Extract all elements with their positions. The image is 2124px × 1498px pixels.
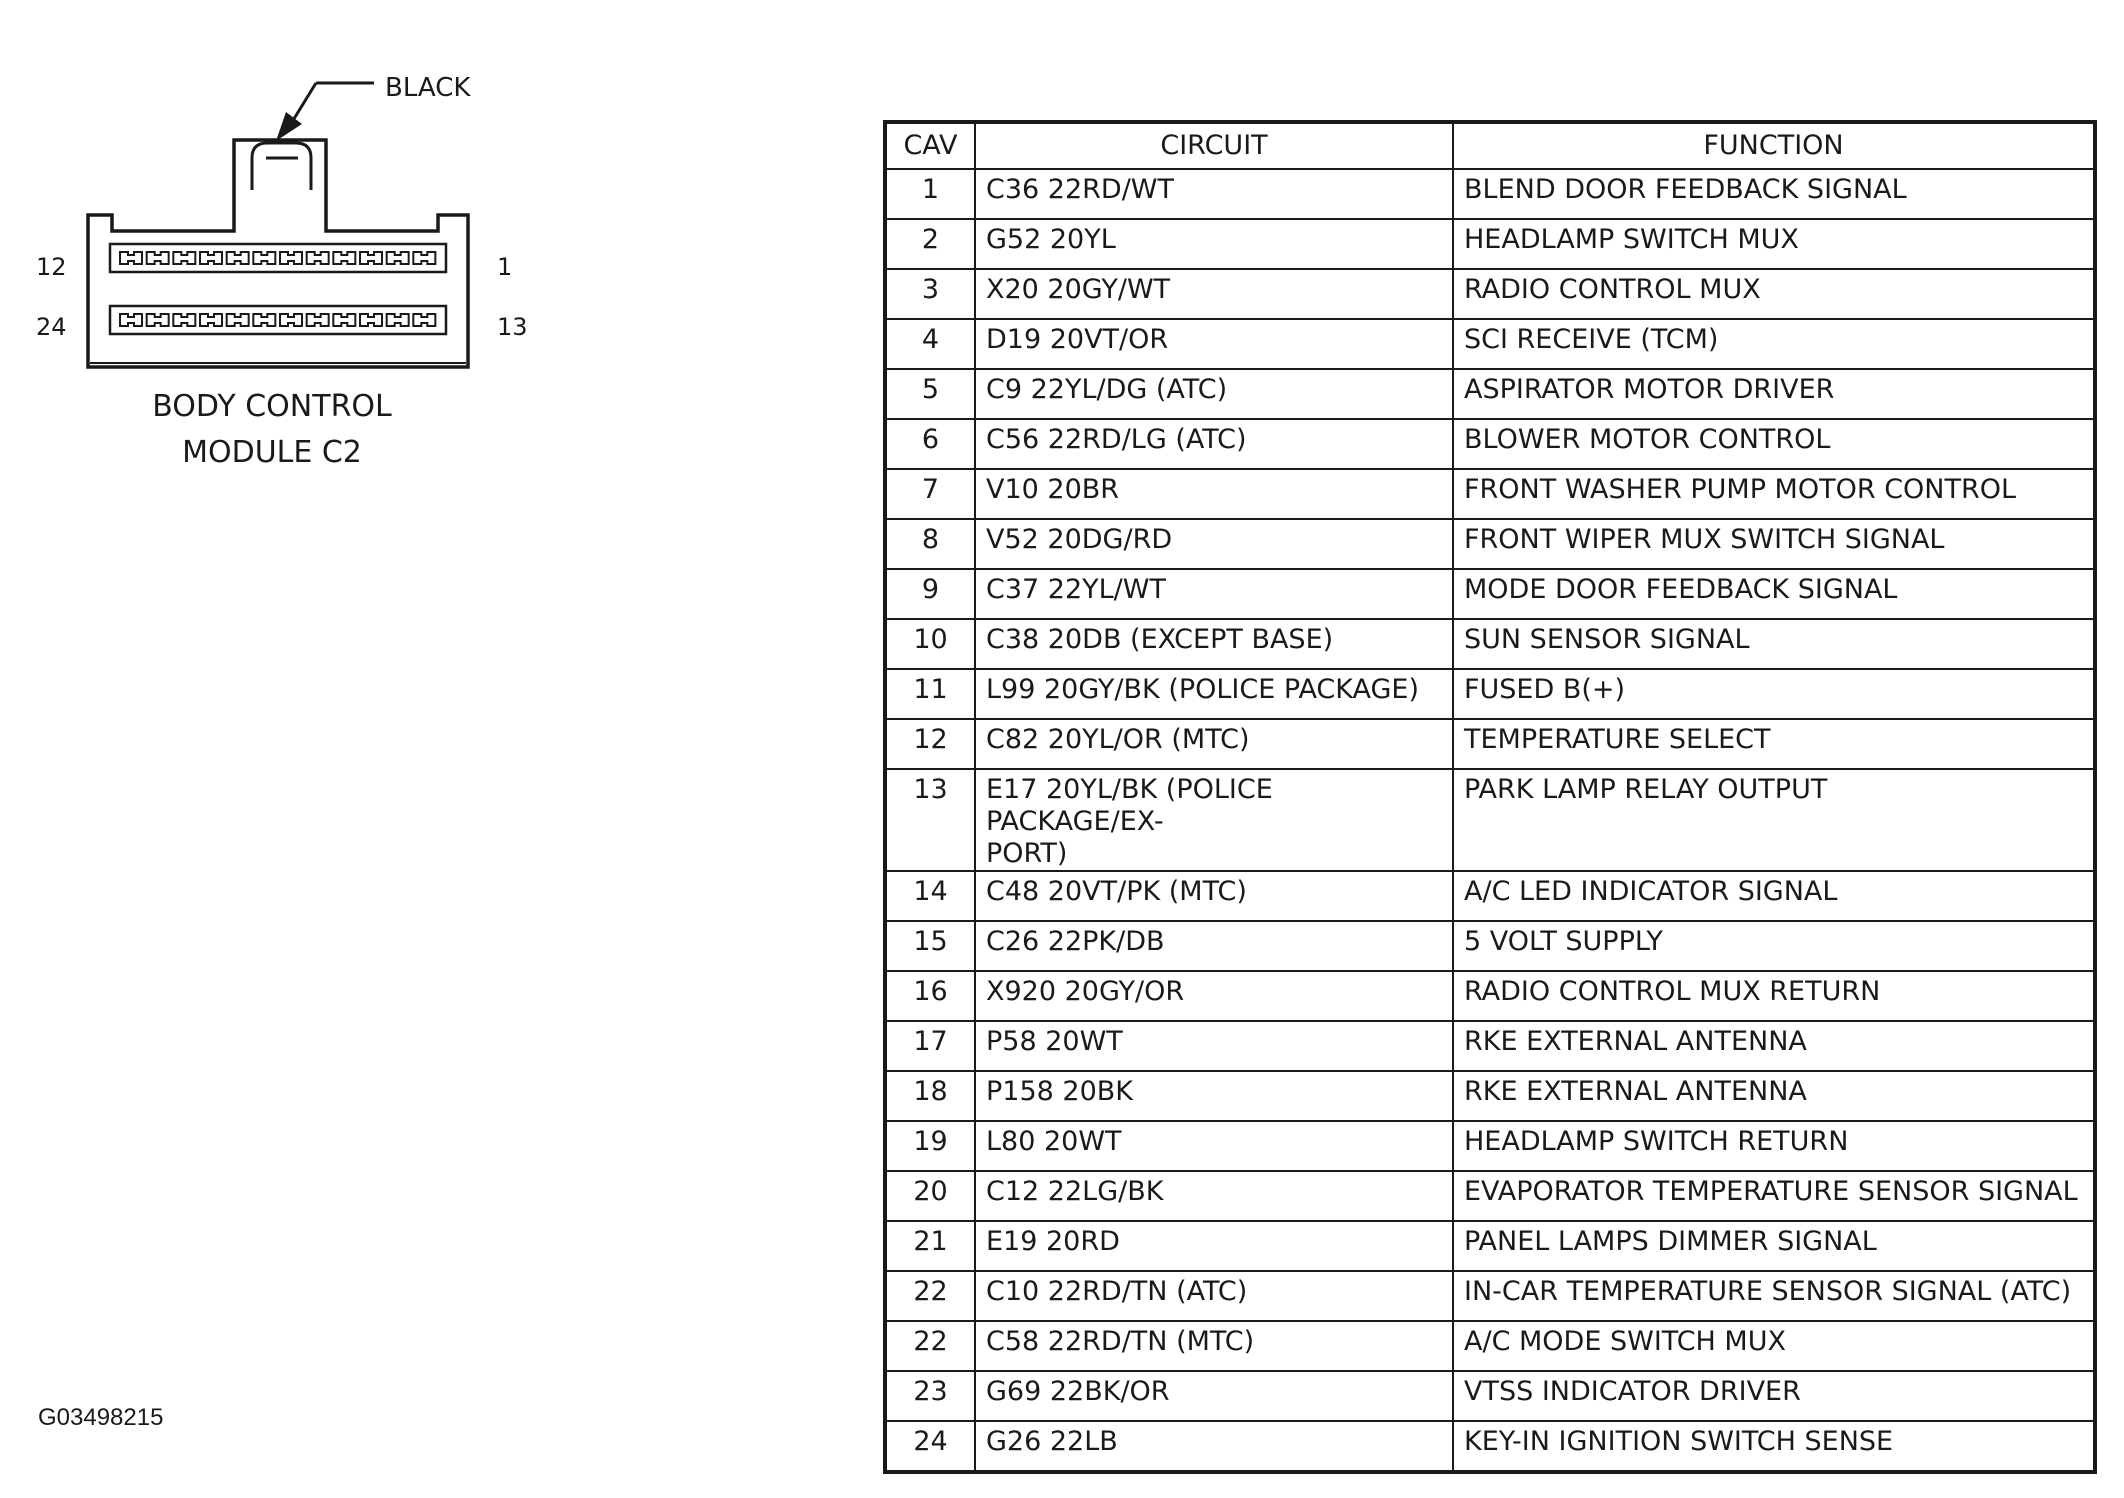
table-row: [885, 871, 2095, 921]
table-row: [885, 319, 2095, 369]
cell-function: PARK LAMP RELAY OUTPUT: [1453, 769, 2095, 871]
table-row: [885, 469, 2095, 519]
cell-function: A/C LED INDICATOR SIGNAL: [1453, 871, 2095, 921]
pin-number-bottom-left: 24: [36, 313, 67, 341]
cell-circuit: P158 20BK: [975, 1071, 1453, 1121]
pin-number-top-right: 1: [497, 253, 513, 281]
pin-number-top-left: 12: [36, 253, 67, 281]
cell-circuit: L99 20GY/BK (POLICE PACKAGE): [975, 669, 1453, 719]
cell-cav: 22: [885, 1321, 975, 1371]
cell-circuit-line-1: E17 20YL/BK (POLICE PACKAGE/EX-: [986, 774, 1273, 837]
cell-circuit: P58 20WT: [975, 1021, 1453, 1071]
pin-cavity: [227, 314, 249, 326]
pin-cavity: [307, 252, 329, 264]
cell-circuit-line-2: PORT): [986, 837, 1068, 869]
pin-cavity: [173, 252, 195, 264]
table-row: [885, 1171, 2095, 1221]
table-row: [885, 1071, 2095, 1121]
pins-top-row: [120, 252, 435, 264]
cell-cav: 13: [885, 769, 975, 871]
header-cav: CAV: [885, 122, 975, 169]
pin-cavity: [173, 314, 195, 326]
cell-cav: 12: [885, 719, 975, 769]
cell-circuit: E19 20RD: [975, 1221, 1453, 1271]
connector-diagram: [0, 0, 860, 520]
table-row: [885, 169, 2095, 219]
pin-cavity: [387, 314, 409, 326]
cell-circuit: G52 20YL: [975, 219, 1453, 269]
cell-circuit: C56 22RD/LG (ATC): [975, 419, 1453, 469]
cell-cav: 16: [885, 971, 975, 1021]
cell-cav: 14: [885, 871, 975, 921]
callout-leader-arrow: [276, 83, 374, 141]
cell-function: EVAPORATOR TEMPERATURE SENSOR SIGNAL: [1453, 1171, 2095, 1221]
cell-cav: 19: [885, 1121, 975, 1171]
cell-function: PANEL LAMPS DIMMER SIGNAL: [1453, 1221, 2095, 1271]
table-header-row: [885, 122, 2095, 169]
cell-cav: 20: [885, 1171, 975, 1221]
cell-circuit: C48 20VT/PK (MTC): [975, 871, 1453, 921]
cell-cav: 10: [885, 619, 975, 669]
table-row: [885, 1421, 2095, 1472]
cell-function: RADIO CONTROL MUX: [1453, 269, 2095, 319]
cell-circuit: L80 20WT: [975, 1121, 1453, 1171]
cell-circuit: C36 22RD/WT: [975, 169, 1453, 219]
table-row: [885, 769, 2095, 871]
cell-function: VTSS INDICATOR DRIVER: [1453, 1371, 2095, 1421]
pin-cavity: [120, 252, 142, 264]
table-row: [885, 419, 2095, 469]
table-row: [885, 519, 2095, 569]
cell-cav: 11: [885, 669, 975, 719]
pin-cavity: [200, 314, 222, 326]
pin-cavity: [413, 314, 435, 326]
table-row: [885, 1321, 2095, 1371]
table-row: [885, 219, 2095, 269]
cell-function: RKE EXTERNAL ANTENNA: [1453, 1071, 2095, 1121]
cell-cav: 15: [885, 921, 975, 971]
cell-function: HEADLAMP SWITCH MUX: [1453, 219, 2095, 269]
cell-cav: 17: [885, 1021, 975, 1071]
table-row: [885, 1121, 2095, 1171]
cell-function: TEMPERATURE SELECT: [1453, 719, 2095, 769]
cell-function: ASPIRATOR MOTOR DRIVER: [1453, 369, 2095, 419]
pinout-table-body: [885, 169, 2095, 1472]
cell-cav: 21: [885, 1221, 975, 1271]
table-row: [885, 269, 2095, 319]
cell-cav: 24: [885, 1421, 975, 1472]
table-row: [885, 569, 2095, 619]
cell-circuit: C10 22RD/TN (ATC): [975, 1271, 1453, 1321]
cell-cav: 23: [885, 1371, 975, 1421]
connector-color-label: BLACK: [385, 73, 471, 103]
cell-function: HEADLAMP SWITCH RETURN: [1453, 1121, 2095, 1171]
pin-number-bottom-right: 13: [497, 313, 528, 341]
cell-cav: 18: [885, 1071, 975, 1121]
pin-cavity: [360, 314, 382, 326]
table-row: [885, 1221, 2095, 1271]
cell-cav: 2: [885, 219, 975, 269]
pin-cavity: [280, 252, 302, 264]
cell-function: SUN SENSOR SIGNAL: [1453, 619, 2095, 669]
table-row: [885, 619, 2095, 669]
pin-cavity: [333, 252, 355, 264]
cell-cav: 4: [885, 319, 975, 369]
cell-circuit: V52 20DG/RD: [975, 519, 1453, 569]
cell-circuit: C82 20YL/OR (MTC): [975, 719, 1453, 769]
cell-function: IN-CAR TEMPERATURE SENSOR SIGNAL (ATC): [1453, 1271, 2095, 1321]
header-function: FUNCTION: [1453, 122, 2095, 169]
pin-cavity: [360, 252, 382, 264]
cell-function: BLOWER MOTOR CONTROL: [1453, 419, 2095, 469]
cell-circuit: [975, 769, 1453, 871]
cell-cav: 8: [885, 519, 975, 569]
table-row: [885, 369, 2095, 419]
pin-cavity: [147, 252, 169, 264]
cell-function: 5 VOLT SUPPLY: [1453, 921, 2095, 971]
cell-function: MODE DOOR FEEDBACK SIGNAL: [1453, 569, 2095, 619]
cell-function: RKE EXTERNAL ANTENNA: [1453, 1021, 2095, 1071]
pin-cavity: [413, 252, 435, 264]
pin-row-bottom: [110, 306, 446, 334]
header-circuit: CIRCUIT: [975, 122, 1453, 169]
cell-function: KEY-IN IGNITION SWITCH SENSE: [1453, 1421, 2095, 1472]
pin-row-top: [110, 244, 446, 272]
cell-cav: 6: [885, 419, 975, 469]
pin-cavity: [387, 252, 409, 264]
pin-cavity: [227, 252, 249, 264]
table-row: [885, 719, 2095, 769]
cell-circuit: G26 22LB: [975, 1421, 1453, 1472]
cell-cav: 9: [885, 569, 975, 619]
cell-circuit: C37 22YL/WT: [975, 569, 1453, 619]
pin-cavity: [120, 314, 142, 326]
connector-caption-line-1: BODY CONTROL: [152, 389, 392, 424]
pin-cavity: [280, 314, 302, 326]
cell-circuit: G69 22BK/OR: [975, 1371, 1453, 1421]
pin-cavity: [253, 252, 275, 264]
cell-function: A/C MODE SWITCH MUX: [1453, 1321, 2095, 1371]
cell-cav: 22: [885, 1271, 975, 1321]
cell-function: FRONT WIPER MUX SWITCH SIGNAL: [1453, 519, 2095, 569]
cell-circuit: C26 22PK/DB: [975, 921, 1453, 971]
cell-circuit: C38 20DB (EXCEPT BASE): [975, 619, 1453, 669]
table-row: [885, 1271, 2095, 1321]
pin-cavity: [147, 314, 169, 326]
cell-function: RADIO CONTROL MUX RETURN: [1453, 971, 2095, 1021]
locking-tab: [252, 143, 311, 190]
cell-cav: 1: [885, 169, 975, 219]
cell-circuit: C9 22YL/DG (ATC): [975, 369, 1453, 419]
cell-function: FRONT WASHER PUMP MOTOR CONTROL: [1453, 469, 2095, 519]
connector-caption-line-2: MODULE C2: [182, 435, 362, 470]
cell-cav: 3: [885, 269, 975, 319]
pinout-table: [883, 120, 2097, 1474]
table-row: [885, 669, 2095, 719]
cell-function: FUSED B(+): [1453, 669, 2095, 719]
table-row: [885, 971, 2095, 1021]
cell-function: SCI RECEIVE (TCM): [1453, 319, 2095, 369]
cell-cav: 5: [885, 369, 975, 419]
cell-circuit: X20 20GY/WT: [975, 269, 1453, 319]
cell-circuit: X920 20GY/OR: [975, 971, 1453, 1021]
figure-id: G03498215: [38, 1404, 164, 1431]
pins-bottom-row: [120, 314, 435, 326]
cell-circuit: C58 22RD/TN (MTC): [975, 1321, 1453, 1371]
pin-cavity: [253, 314, 275, 326]
cell-circuit: C12 22LG/BK: [975, 1171, 1453, 1221]
cell-cav: 7: [885, 469, 975, 519]
table-row: [885, 1371, 2095, 1421]
cell-circuit: D19 20VT/OR: [975, 319, 1453, 369]
table-row: [885, 921, 2095, 971]
cell-circuit: V10 20BR: [975, 469, 1453, 519]
pin-cavity: [307, 314, 329, 326]
pin-cavity: [333, 314, 355, 326]
pin-cavity: [200, 252, 222, 264]
table-row: [885, 1021, 2095, 1071]
cell-function: BLEND DOOR FEEDBACK SIGNAL: [1453, 169, 2095, 219]
